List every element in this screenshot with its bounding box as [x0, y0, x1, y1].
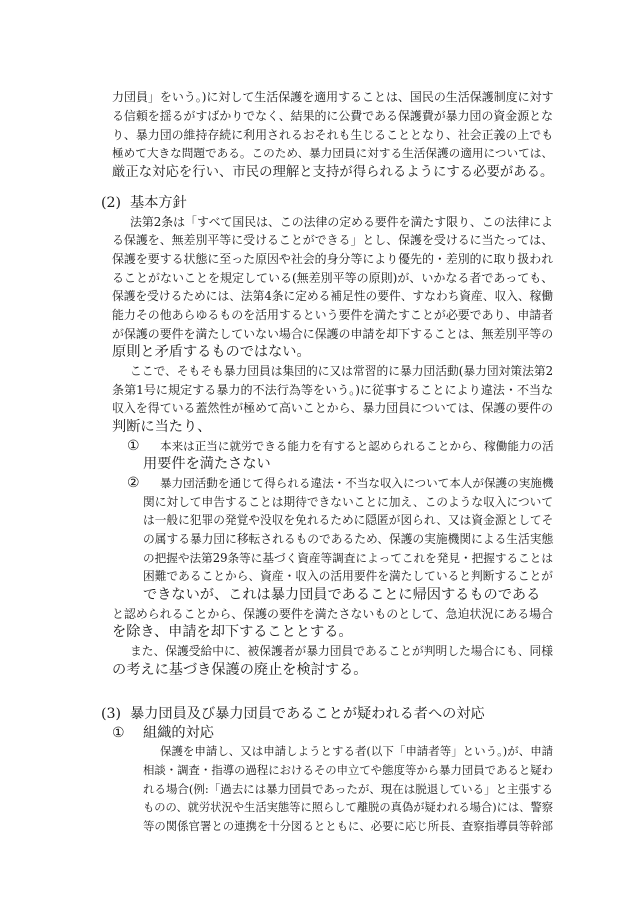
- text-line: は一般に犯罪の発覚や没収を免れるために隠匿が図られ、又は資金源としてそ: [143, 513, 554, 527]
- text-line: り、暴力団の維持存続に利用されるおそれも生じることとなり、社会正義の上でも: [112, 128, 554, 142]
- text-line: 保護を要する状態に至った原因や社会的身分等により優先的・差別的に取り扱われ: [112, 252, 554, 266]
- text-line: の考えに基づき保護の廃止を検討する。: [112, 662, 368, 678]
- text-line: 関に対して申告することは期待できないことに加え、このような収入について: [143, 495, 554, 509]
- text-line: 本来は正当に就労できる能力を有すると認められることから、稼働能力の活: [160, 439, 554, 453]
- text-line: 保護を申請し、又は申請しようとする者(以下「申請者等」という。)が、申請: [160, 744, 554, 758]
- text-line: 厳正な対応を行い、市民の理解と支持が得られるようにする必要がある。: [112, 165, 554, 180]
- text-line: の把握や法第29条等に基づく資産等調査によってこれを発見・把握することは: [143, 551, 554, 565]
- text-line: 極めて大きな問題である。このため、暴力団員に対する生活保護の適用については、: [112, 146, 554, 160]
- text-line: を除き、申請を却下することとする。: [112, 624, 353, 640]
- text-line: 能力その他あらゆるものを活用するという要件を満たすことが必要であり、申請者: [112, 308, 554, 322]
- text-line: 相談・調査・指導の過程におけるその申立てや態度等から暴力団員であると疑わ: [143, 763, 553, 777]
- text-line: 原則と矛盾するものではない。: [112, 344, 311, 360]
- text-line: ここで、そもそも暴力団員は集団的に又は常習的に暴力団活動(暴力団対策法第2: [130, 364, 554, 378]
- text-line: 条第1号に規定する暴力的不法行為等をいう。)に従事することにより違法・不当な: [112, 383, 554, 397]
- text-line: また、保護受給中に、被保護者が暴力団員であることが判明した場合にも、同様: [130, 644, 553, 658]
- text-line: が保護の要件を満たしていない場合に保護の申請を却下することは、無差別平等の: [112, 327, 554, 341]
- text-line: る保護を、無差別平等に受けることができる」とし、保護を受けるに当たっては、: [112, 233, 554, 247]
- list-marker: ①: [112, 725, 125, 741]
- text-line: ることがないことを規定している(無差別平等の原則)が、いかなる者であっても、: [112, 271, 554, 285]
- section-title: 暴力団員及び暴力団員であることが疑われる者への対応: [130, 706, 485, 722]
- text-line: 困難であることから、資産・収入の活用要件を満たしていると判断することが: [143, 569, 553, 583]
- text-line: 暴力団活動を通じて得られる違法・不当な収入について本人が保護の実施機: [160, 476, 554, 490]
- text-line: の属する暴力団に移転されるものであるため、保護の実施機関による生活実態: [143, 532, 554, 546]
- text-line: 収入を得ている蓋然性が極めて高いことから、暴力団員については、保護の要件の: [112, 401, 553, 415]
- text-line: れる場合(例:「過去には暴力団員であったが、現在は脱退している」と主張する: [143, 782, 553, 796]
- text-line: 力団員」をいう。)に対して生活保護を適用することは、国民の生活保護制度に対す: [112, 90, 554, 104]
- text-line: 用要件を満たさない: [143, 456, 271, 472]
- text-line: 等の関係官署との連携を十分図るとともに、必要に応じ所長、査察指導員等幹部: [143, 819, 553, 833]
- section-number: (2): [101, 195, 122, 211]
- list-marker: ②: [127, 475, 140, 491]
- section-number: (3): [101, 706, 122, 722]
- list-marker: ①: [127, 438, 140, 454]
- text-line: る信頼を揺るがすばかりでなく、結果的に公費である保護費が暴力団の資金源とな: [112, 109, 553, 123]
- text-line: できないが、これは暴力団員であることに帰因するものである: [143, 587, 541, 603]
- text-line: と認められることから、保護の要件を満たさないものとして、急迫状況にある場合: [112, 607, 553, 621]
- text-line: 法第2条は「すべて国民は、この法律の定める要件を満たす限り、この法律によ: [130, 215, 553, 229]
- subsection-title: 組織的対応: [143, 725, 214, 741]
- text-line: ものの、就労状況や生活実態等に照らして離脱の真偽が疑われる場合)には、警察: [143, 801, 553, 814]
- section-title: 基本方針: [130, 195, 187, 211]
- text-line: 保護を受けるためには、法第4条に定める補足性の要件、すなわち資産、収入、稼働: [112, 289, 554, 303]
- text-line: 判断に当たり、: [112, 419, 212, 435]
